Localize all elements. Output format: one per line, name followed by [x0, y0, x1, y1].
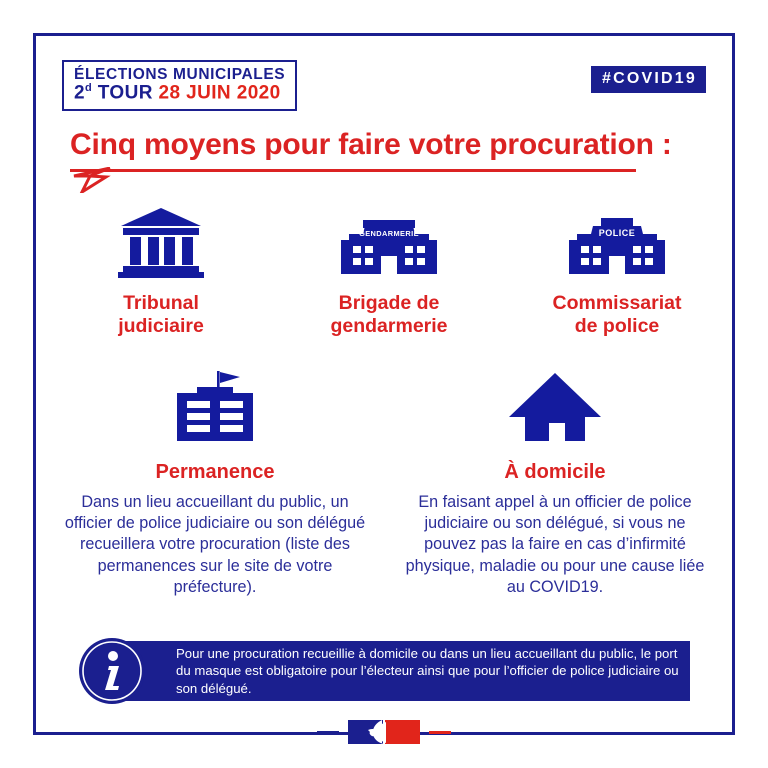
- option-permanence-body: Dans un lieu accueillant du public, un officier de police judiciaire ou son délégué recueillera votre procuration (liste des permanences sur le site de votre préfecture).: [64, 493, 366, 596]
- option-tribunal: [52, 200, 270, 338]
- police-station-icon: [508, 200, 726, 278]
- badge-tour-sup: d: [84, 81, 93, 94]
- footer-rule-left: [317, 731, 339, 734]
- gendarmerie-building-icon: [280, 200, 498, 278]
- option-tribunal-label-line1: Tribunal: [123, 292, 199, 314]
- option-permanence-label: Permanence: [155, 461, 275, 483]
- info-banner: [108, 641, 690, 701]
- title-underline: [70, 169, 636, 172]
- page-title: Cinq moyens pour faire votre procuration :: [70, 128, 672, 161]
- option-permanence: [60, 365, 370, 598]
- svg-text:GENDARMERIE: GENDARMERIE: [359, 229, 419, 238]
- option-domicile-body: En faisant appel à un officier de police judiciaire ou son délégué, si vous ne pouvez pas la faire en cas d’infirmité physique, maladie ou pour une cause liée au COVID19.: [405, 493, 705, 596]
- title-underline-tail-icon: [60, 167, 150, 193]
- info-circle-icon: [78, 637, 146, 705]
- option-police-label-line2: de police: [574, 315, 660, 337]
- french-republic-marianne-logo: [346, 718, 422, 746]
- option-domicile-label: À domicile: [504, 461, 606, 483]
- house-icon: [400, 365, 710, 445]
- option-police: [508, 200, 726, 338]
- election-badge-line2: [74, 83, 285, 103]
- town-hall-flag-icon: [60, 365, 370, 445]
- option-domicile: [400, 365, 710, 598]
- option-gendarmerie-label-line1: Brigade de: [338, 292, 440, 314]
- option-gendarmerie-label-line2: gendarmerie: [330, 315, 448, 337]
- footer-logo-row: [0, 718, 768, 746]
- badge-tour-number: 2: [74, 82, 85, 104]
- election-badge: [62, 60, 297, 111]
- option-tribunal-label-line2: judiciaire: [118, 315, 204, 337]
- info-banner-text: Pour une procuration recueillie à domicile ou dans un lieu accueillant du public, le port du masque est obligatoire pour l’électeur ainsi que pour l’officier de police judiciaire ou son délégué.: [176, 646, 679, 696]
- footer-rule-right: [429, 731, 451, 734]
- option-tribunal-label: [52, 292, 270, 338]
- election-badge-line1: ÉLECTIONS MUNICIPALES: [74, 66, 286, 83]
- option-gendarmerie: [280, 200, 498, 338]
- badge-date: 28 JUIN 2020: [158, 82, 281, 104]
- option-police-label-line1: Commissariat: [552, 292, 682, 314]
- page-title-block: [70, 128, 690, 172]
- option-gendarmerie-label: [280, 292, 498, 338]
- svg-text:POLICE: POLICE: [598, 228, 636, 238]
- option-police-label: [508, 292, 726, 338]
- courthouse-icon: [52, 200, 270, 278]
- hashtag-covid19: #COVID19: [591, 66, 706, 93]
- badge-tour-word: TOUR: [92, 82, 159, 104]
